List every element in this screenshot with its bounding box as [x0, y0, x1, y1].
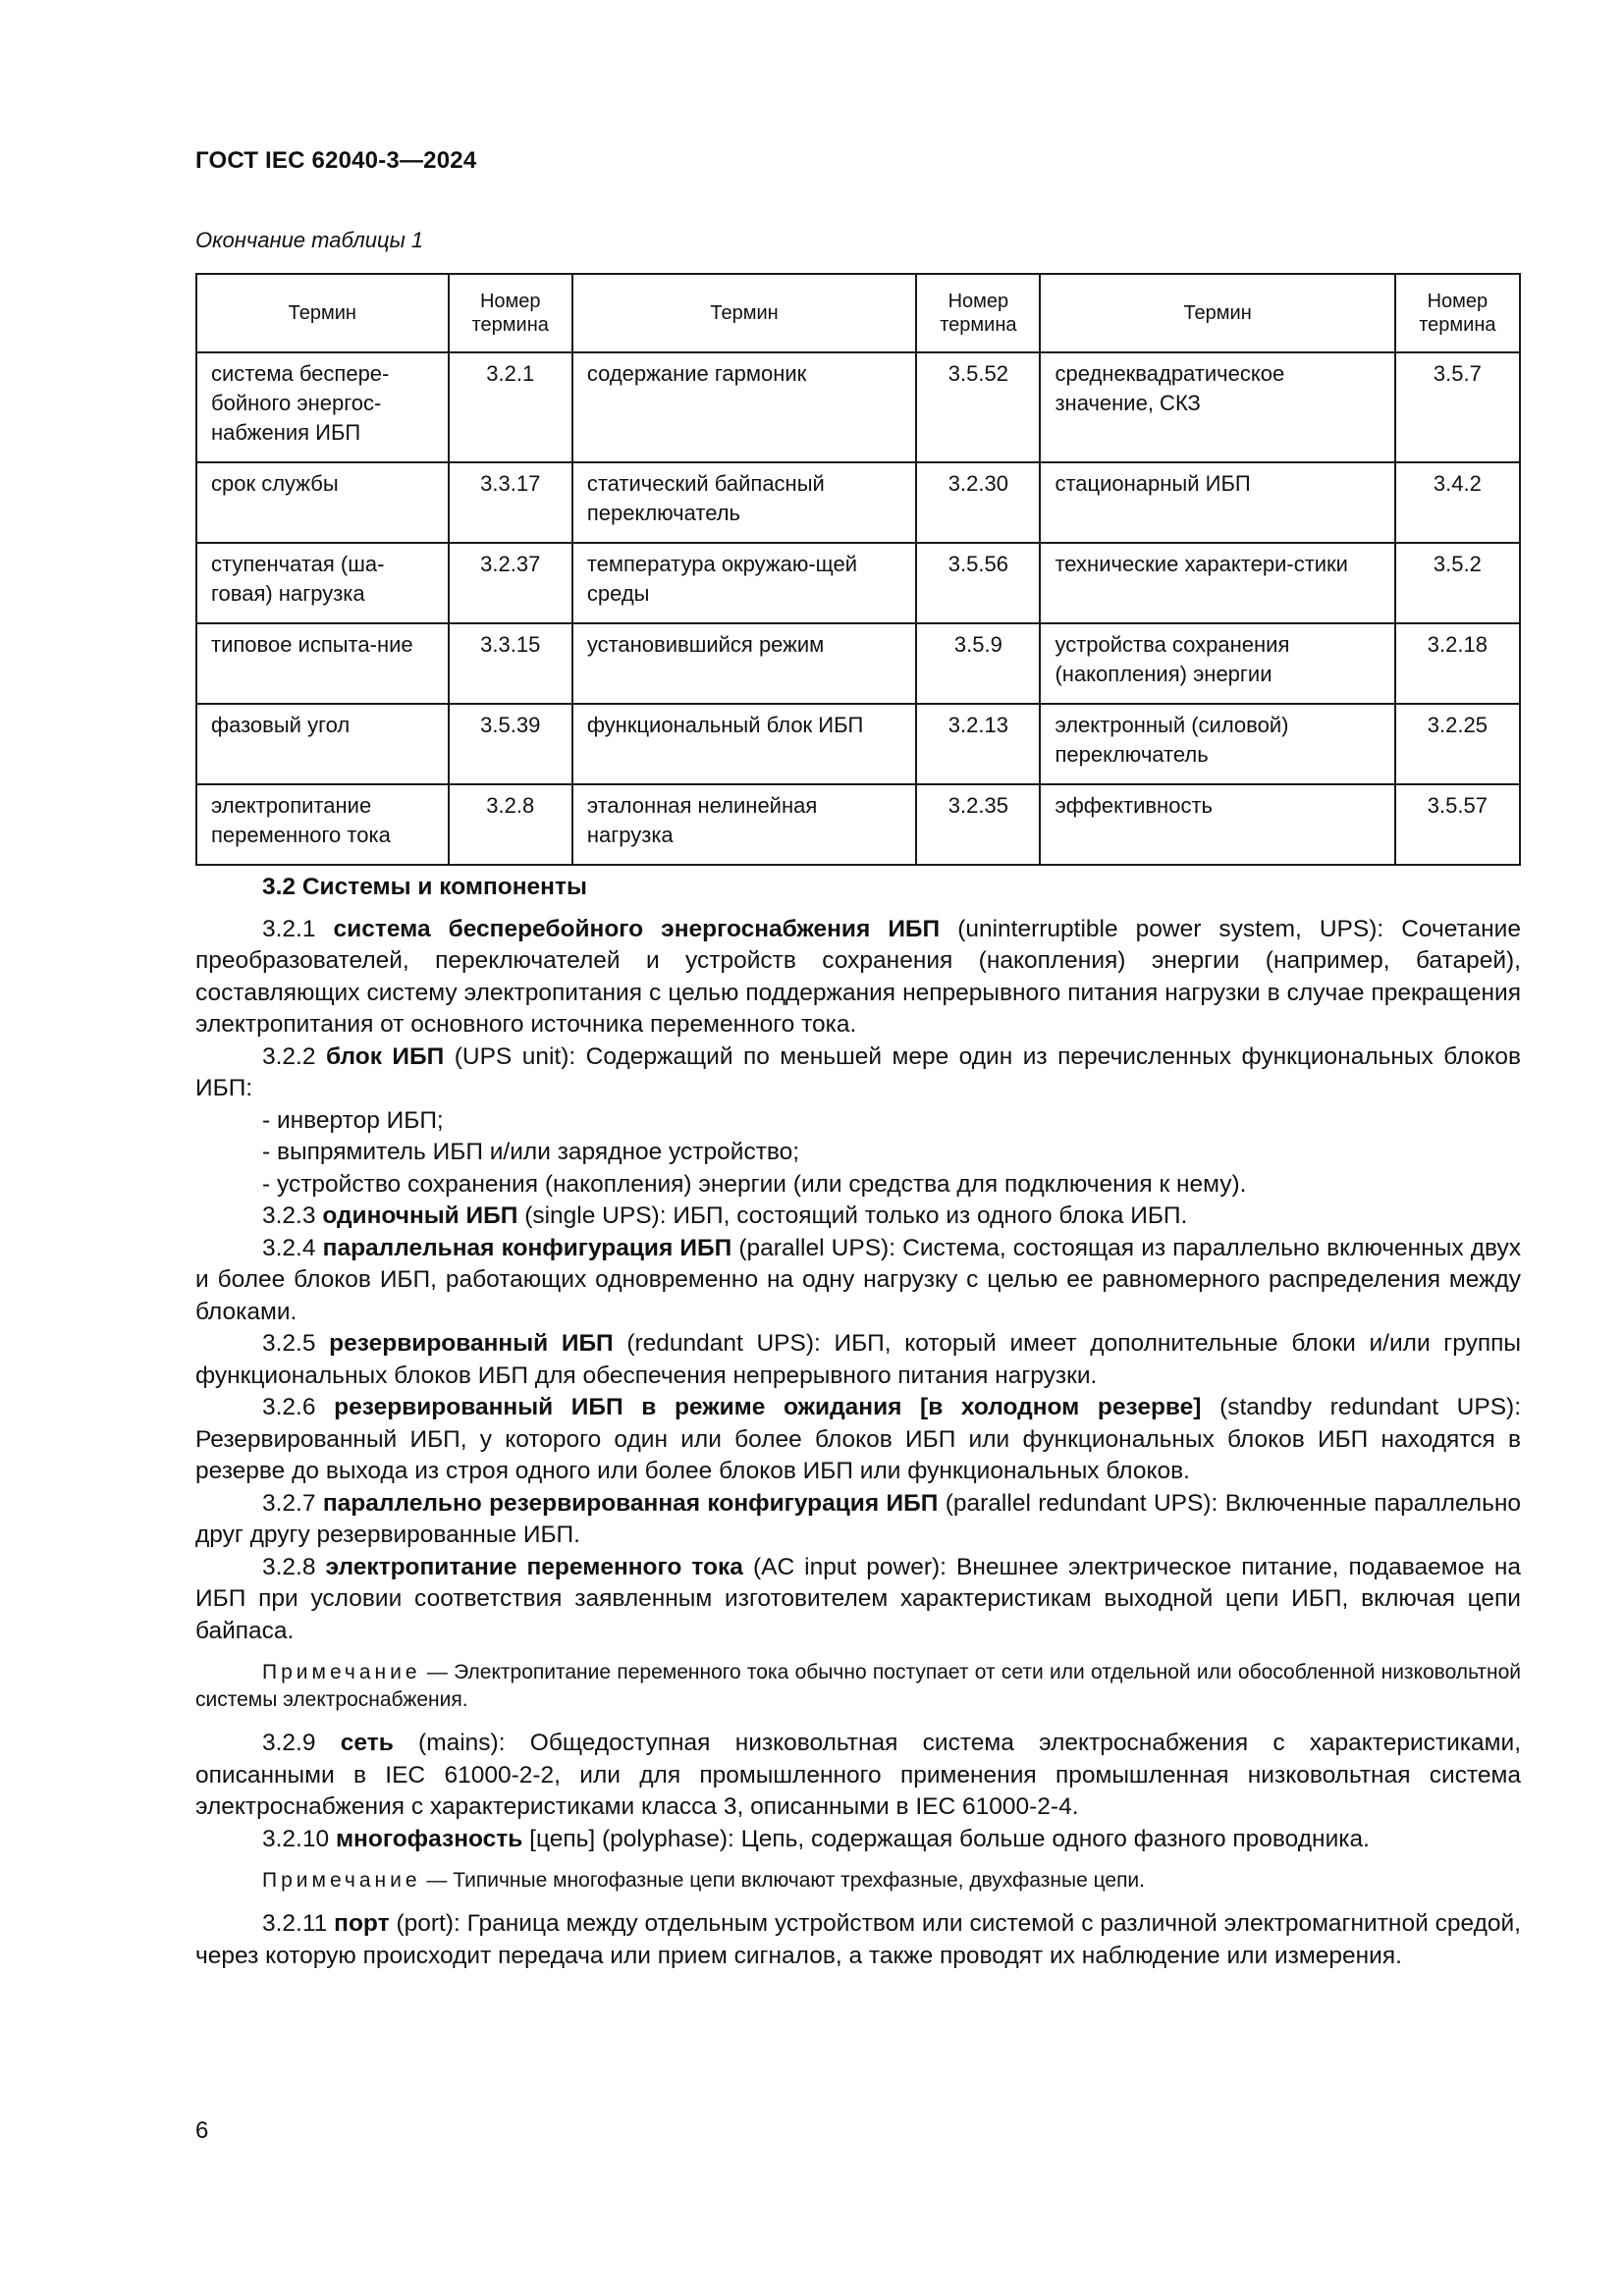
definition-text: (parallel UPS): Система, состоящая из параллельно включенных двух и более блоков ИБП, работающих одновременно на одну нагрузку с целью ее равномерного распределения между блоками.	[195, 1234, 1521, 1325]
term-cell: эффективность	[1040, 784, 1394, 865]
note-label: Примечание	[262, 1869, 421, 1892]
definition-text: (uninterruptible power system, UPS): Сочетание преобразователей, переключателей и устройств сохранения (накопления) энергии (например, батарей), составляющих систему электропитания с целью поддержания непрерывного питания нагрузки в случае прекращения электропитания от основного источника переменного тока.	[195, 915, 1521, 1038]
number-cell: 3.2.37	[449, 543, 572, 623]
definition-3-2-7	[195, 1488, 1521, 1552]
definition-text: (parallel redundant UPS): Включенные параллельно друг другу резервированные ИБП.	[195, 1489, 1521, 1548]
table-header-row	[196, 274, 1520, 352]
definition-text: (single UPS): ИБП, состоящий только из одного блока ИБП.	[524, 1202, 1188, 1229]
definition-term: система бесперебойного энергоснабжения ИБП	[333, 915, 941, 942]
definition-term: порт	[334, 1910, 390, 1937]
table-row	[196, 352, 1520, 462]
number-cell: 3.2.30	[916, 462, 1040, 543]
number-cell: 3.2.13	[916, 704, 1040, 784]
note-text: — Типичные многофазные цепи включают трехфазные, двухфазные цепи.	[426, 1869, 1146, 1892]
note-label: Примечание	[262, 1661, 421, 1683]
definition-3-2-9	[195, 1728, 1521, 1824]
page-number: 6	[195, 2117, 209, 2144]
number-cell: 3.3.17	[449, 462, 572, 543]
term-cell: температура окружаю-щей среды	[572, 543, 916, 623]
header-number: Номер термина	[916, 274, 1040, 352]
definition-term: блок ИБП	[325, 1042, 445, 1070]
definition-text: (mains): Общедоступная низковольтная система электроснабжения с характеристиками, описанными в IEC 61000-2-2, или для промышленного применения промышленная низковольтная система электроснабжения с характеристиками класса 3, описанными в IEC 61000-2-4.	[195, 1730, 1522, 1820]
list-item: - устройство сохранения (накопления) энергии (или средства для подключения к нему).	[262, 1170, 1247, 1198]
definition-3-2-3	[195, 1201, 1521, 1233]
definition-number: 3.2.1	[262, 915, 316, 942]
number-cell: 3.5.52	[916, 352, 1040, 462]
term-cell: срок службы	[196, 462, 449, 543]
definition-3-2-8	[195, 1552, 1521, 1648]
definitions-section	[195, 872, 1521, 1972]
number-cell: 3.5.9	[916, 623, 1040, 704]
definition-number: 3.2.9	[262, 1730, 316, 1756]
note	[195, 1659, 1521, 1714]
number-cell: 3.5.56	[916, 543, 1040, 623]
table-row	[196, 543, 1520, 623]
definition-number: 3.2.5	[262, 1330, 316, 1357]
document-header: ГОСТ IEC 62040-3—2024	[195, 147, 477, 174]
definition-text: [цепь] (polyphase): Цепь, содержащая больше одного фазного проводника.	[529, 1825, 1370, 1852]
term-cell: технические характери-стики	[1040, 543, 1394, 623]
number-cell: 3.2.1	[449, 352, 572, 462]
number-cell: 3.2.35	[916, 784, 1040, 865]
definition-term: одиночный ИБП	[322, 1202, 518, 1229]
term-cell: ступенчатая (ша-говая) нагрузка	[196, 543, 449, 623]
definition-number: 3.2.8	[262, 1553, 316, 1580]
definition-text: (port): Граница между отдельным устройством или системой с различной электромагнитной средой, через которую происходит передача или прием сигналов, а также проводят их наблюдение или измерения.	[195, 1910, 1521, 1969]
term-cell: устройства сохранения (накопления) энергии	[1040, 623, 1394, 704]
table-row	[196, 623, 1520, 704]
note	[195, 1867, 1521, 1895]
number-cell: 3.5.7	[1395, 352, 1520, 462]
definition-term: сеть	[340, 1730, 394, 1756]
definition-3-2-4	[195, 1233, 1521, 1329]
definition-text: (AC input power): Внешнее электрическое питание, подаваемое на ИБП при условии соответствия заявленным изготовителем характеристикам выходной цепи ИБП, включая цепи байпаса.	[195, 1553, 1522, 1644]
table-row	[196, 784, 1520, 865]
list-item: - выпрямитель ИБП и/или зарядное устройство;	[262, 1139, 800, 1165]
terms-table	[195, 273, 1521, 866]
number-cell: 3.5.57	[1395, 784, 1520, 865]
definition-term: резервированный ИБП	[329, 1330, 614, 1357]
term-cell: функциональный блок ИБП	[572, 704, 916, 784]
definition-text: (redundant UPS): ИБП, который имеет дополнительные блоки и/или группы функциональных блоков ИБП для обеспечения непрерывного питания нагрузки.	[195, 1330, 1521, 1389]
definition-term: параллельно резервированная конфигурация ИБП	[322, 1489, 939, 1517]
definition-number: 3.2.6	[262, 1394, 316, 1420]
table-caption: Окончание таблицы 1	[195, 228, 424, 252]
header-term: Термин	[572, 274, 916, 352]
number-cell: 3.4.2	[1395, 462, 1520, 543]
definition-number: 3.2.10	[262, 1825, 330, 1852]
term-cell: статический байпасный переключатель	[572, 462, 916, 543]
term-cell: фазовый угол	[196, 704, 449, 784]
header-number: Номер термина	[1395, 274, 1520, 352]
definition-number: 3.2.3	[262, 1202, 316, 1229]
definition-number: 3.2.2	[262, 1042, 316, 1070]
header-term: Термин	[196, 274, 449, 352]
definition-number: 3.2.11	[262, 1910, 328, 1937]
header-term: Термин	[1040, 274, 1394, 352]
definition-term: электропитание переменного тока	[325, 1553, 743, 1580]
definition-3-2-10	[195, 1824, 1521, 1856]
section-title: 3.2 Системы и компоненты	[262, 874, 587, 900]
definition-3-2-2	[195, 1041, 1521, 1105]
number-cell: 3.5.2	[1395, 543, 1520, 623]
definition-3-2-6	[195, 1392, 1521, 1488]
definition-term: параллельная конфигурация ИБП	[322, 1234, 732, 1261]
term-cell: система беспере-бойного энергос-набжения ИБП	[196, 352, 449, 462]
table-row	[196, 462, 1520, 543]
list-item: - инвертор ИБП;	[262, 1106, 444, 1134]
definition-3-2-5	[195, 1328, 1521, 1392]
number-cell: 3.2.8	[449, 784, 572, 865]
definition-number: 3.2.7	[262, 1489, 316, 1517]
term-cell: эталонная нелинейная нагрузка	[572, 784, 916, 865]
definition-text: (standby redundant UPS): Резервированный ИБП, у которого один или более блоков ИБП или функциональных блоков ИБП находятся в резерве до выхода из строя одного или более блоков ИБП или функциональных блоков.	[195, 1394, 1521, 1484]
number-cell: 3.5.39	[449, 704, 572, 784]
term-cell: содержание гармоник	[572, 352, 916, 462]
definition-term: резервированный ИБП в режиме ожидания [в холодном резерве]	[334, 1394, 1202, 1420]
term-cell: типовое испыта-ние	[196, 623, 449, 704]
definition-text: (UPS unit): Содержащий по меньшей мере один из перечисленных функциональных блоков ИБП:	[195, 1042, 1521, 1101]
number-cell: 3.3.15	[449, 623, 572, 704]
definition-number: 3.2.4	[262, 1234, 316, 1261]
table-row	[196, 704, 1520, 784]
term-cell: электропитание переменного тока	[196, 784, 449, 865]
definition-3-2-1	[195, 914, 1521, 1041]
term-cell: среднеквадратическое значение, СКЗ	[1040, 352, 1394, 462]
header-number: Номер термина	[449, 274, 572, 352]
definition-3-2-11	[195, 1908, 1521, 1972]
note-text: — Электропитание переменного тока обычно поступает от сети или отдельной или обособленной низковольтной системы электроснабжения.	[195, 1661, 1521, 1711]
term-cell: установившийся режим	[572, 623, 916, 704]
definition-term: многофазность	[335, 1825, 523, 1852]
term-cell: электронный (силовой) переключатель	[1040, 704, 1394, 784]
number-cell: 3.2.25	[1395, 704, 1520, 784]
number-cell: 3.2.18	[1395, 623, 1520, 704]
term-cell: стационарный ИБП	[1040, 462, 1394, 543]
